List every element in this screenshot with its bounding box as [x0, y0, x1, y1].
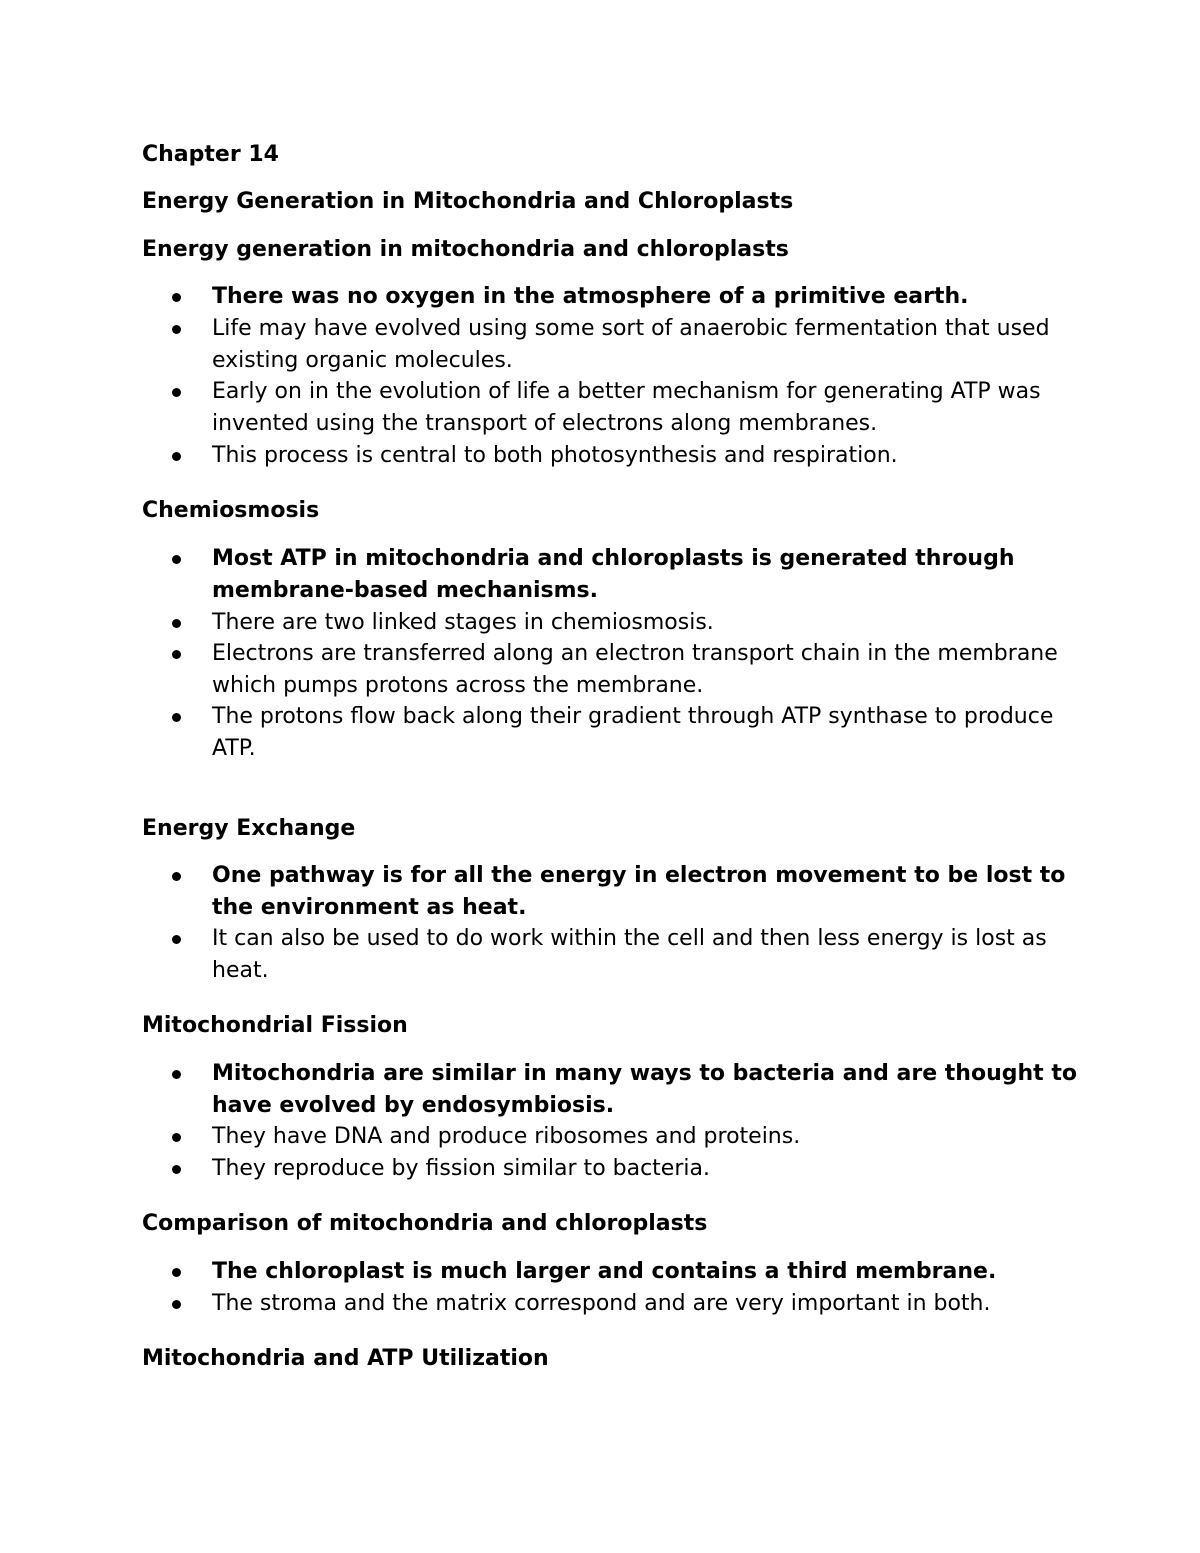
list-item-text: Electrons are transferred along an electron transport chain in the membrane which pumps protons across the membrane. — [212, 641, 1058, 698]
list-item-text: They have DNA and produce ribosomes and proteins. — [212, 1124, 801, 1149]
list-item — [212, 376, 1092, 440]
list-item — [212, 860, 1092, 924]
list-item-text: Mitochondria are similar in many ways to bacteria and are thought to have evolved by endosymbiosis. — [212, 1061, 1077, 1118]
document-title: Energy Generation in Mitochondria and Chloroplasts — [142, 189, 794, 214]
chapter-label: Chapter 14 — [142, 142, 279, 167]
list-item — [212, 923, 1092, 987]
section-heading-energy-generation: Energy generation in mitochondria and chloroplasts — [142, 237, 789, 262]
list-item — [212, 281, 1092, 313]
list-item-text: There was no oxygen in the atmosphere of a primitive earth. — [212, 284, 969, 309]
bullet-icon — [172, 293, 181, 302]
list-item-text: The protons flow back along their gradient through ATP synthase to produce ATP. — [212, 704, 1054, 761]
list-item-text: Early on in the evolution of life a better mechanism for generating ATP was invented using the transport of electrons along membranes. — [212, 379, 1041, 436]
bullet-icon — [172, 388, 181, 397]
list-item-text: This process is central to both photosynthesis and respiration. — [212, 443, 898, 468]
section-heading-energy-exchange: Energy Exchange — [142, 816, 356, 841]
list-item-text: The chloroplast is much larger and contains a third membrane. — [212, 1259, 997, 1284]
bullet-icon — [172, 555, 181, 564]
bullet-icon — [172, 713, 181, 722]
list-item — [212, 1058, 1092, 1122]
bullet-icon — [172, 1070, 181, 1079]
list-item-text: One pathway is for all the energy in electron movement to be lost to the environment as heat. — [212, 863, 1066, 920]
list-item — [212, 440, 1092, 472]
section-heading-chemiosmosis: Chemiosmosis — [142, 498, 320, 523]
bullet-icon — [172, 1133, 181, 1142]
list-item-text: Most ATP in mitochondria and chloroplasts is generated through membrane-based mechanisms. — [212, 546, 1015, 603]
section-heading-mitochondrial-fission: Mitochondrial Fission — [142, 1013, 408, 1038]
bullet-icon — [172, 452, 181, 461]
bullet-icon — [172, 325, 181, 334]
list-item-text: It can also be used to do work within the cell and then less energy is lost as heat. — [212, 926, 1047, 983]
list-item-text: The stroma and the matrix correspond and are very important in both. — [212, 1291, 991, 1316]
list-item — [212, 638, 1092, 702]
bullet-icon — [172, 1300, 181, 1309]
bullet-icon — [172, 1165, 181, 1174]
list-item-text: Life may have evolved using some sort of anaerobic fermentation that used existing organic molecules. — [212, 316, 1050, 373]
bullet-icon — [172, 872, 181, 881]
list-item — [212, 1256, 1092, 1288]
list-item — [212, 313, 1092, 377]
list-item — [212, 1153, 1092, 1185]
list-item-text: There are two linked stages in chemiosmosis. — [212, 610, 714, 635]
bullet-icon — [172, 935, 181, 944]
bullet-icon — [172, 650, 181, 659]
list-item — [212, 1121, 1092, 1153]
bullet-icon — [172, 619, 181, 628]
list-item-text: They reproduce by fission similar to bacteria. — [212, 1156, 710, 1181]
section-heading-comparison: Comparison of mitochondria and chloroplasts — [142, 1211, 708, 1236]
bullet-icon — [172, 1268, 181, 1277]
section-heading-atp-utilization: Mitochondria and ATP Utilization — [142, 1346, 549, 1371]
list-item — [212, 1288, 1092, 1320]
list-item — [212, 701, 1092, 765]
list-item — [212, 543, 1092, 607]
list-item — [212, 607, 1092, 639]
